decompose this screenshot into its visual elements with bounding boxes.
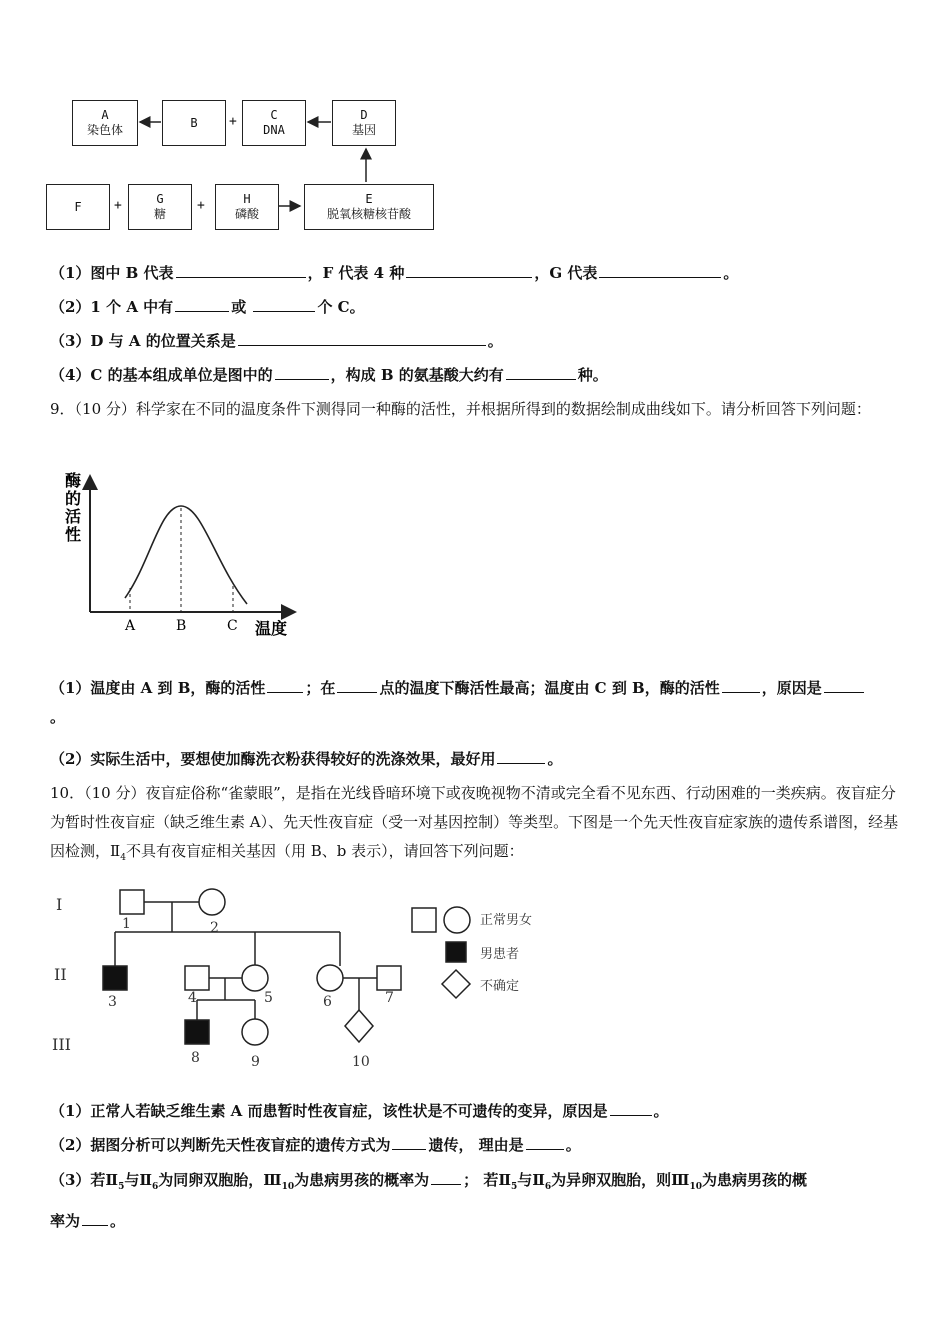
answer-blank[interactable] xyxy=(267,679,303,693)
answer-blank[interactable] xyxy=(599,264,721,278)
diagram-arrows xyxy=(0,0,450,240)
answer-blank[interactable] xyxy=(610,1102,652,1116)
generation-label: II xyxy=(54,965,67,984)
q8-sub3: （3）D 与 A 的位置关系是 。 xyxy=(50,332,503,350)
legend-normal-female-icon xyxy=(444,907,470,933)
answer-blank[interactable] xyxy=(238,332,486,346)
answer-blank[interactable] xyxy=(253,298,315,312)
box-b: B xyxy=(162,100,226,146)
individual-label: 3 xyxy=(108,994,117,1010)
answer-blank[interactable] xyxy=(824,679,864,693)
individual-7 xyxy=(377,966,401,990)
individual-label: 9 xyxy=(251,1054,260,1070)
individual-5 xyxy=(242,965,268,991)
generation-label: III xyxy=(52,1035,71,1054)
individual-6 xyxy=(317,965,343,991)
individual-4 xyxy=(185,966,209,990)
q9-sub2: （2）实际生活中，要想使加酶洗衣粉获得较好的洗涤效果，最好用 。 xyxy=(50,750,563,768)
individual-8 xyxy=(185,1020,209,1044)
plus-sign: + xyxy=(197,198,205,213)
q9-stem: 9．（10 分）科学家在不同的温度条件下测得同一种酶的活性，并根据所得到的数据绘制成曲线如下。请分析回答下列问题： xyxy=(50,400,871,418)
individual-label: 4 xyxy=(188,990,197,1006)
legend-label: 不确定 xyxy=(480,979,520,994)
individual-label: 1 xyxy=(122,916,131,932)
individual-9 xyxy=(242,1019,268,1045)
activity-curve xyxy=(125,506,247,604)
q10-sub3: （3）若$Ⅱ_5$与$Ⅱ_6$为同卵双胞胎，$Ⅲ_{10}$为患病男孩的概率为 ； 若$Ⅱ_5$与$Ⅱ_6$为异卵双胞胎，则$Ⅲ_{10}$为患病男孩的概 率为 。 xyxy=(50,1171,807,1230)
box-f: F xyxy=(46,184,110,230)
y-label-char: 活 xyxy=(65,507,82,526)
plus-sign: + xyxy=(114,198,122,213)
individual-label: 2 xyxy=(210,920,219,936)
box-c: C DNA xyxy=(242,100,306,146)
pedigree-chart xyxy=(40,880,600,1080)
y-label-char: 的 xyxy=(65,489,82,508)
answer-blank[interactable] xyxy=(431,1171,461,1185)
q10-sub2: （2）据图分析可以判断先天性夜盲症的遗传方式为 遗传， 理由是 。 xyxy=(50,1136,581,1154)
individual-2 xyxy=(199,889,225,915)
individual-label: 5 xyxy=(264,990,273,1006)
q8-sub2: （2）1 个 A 中有 或 个 C。 xyxy=(50,298,365,316)
legend-uncertain-icon xyxy=(442,970,470,998)
legend-label: 正常男女 xyxy=(480,913,533,928)
tick-label-c: C xyxy=(227,618,238,634)
generation-label: I xyxy=(56,895,63,914)
q10-sub1: （1）正常人若缺乏维生素 A 而患暂时性夜盲症，该性状是不可遗传的变异，原因是 。 xyxy=(50,1102,669,1120)
individual-3 xyxy=(103,966,127,990)
individual-label: 6 xyxy=(323,994,332,1010)
answer-blank[interactable] xyxy=(275,366,329,380)
y-label-char: 性 xyxy=(65,525,82,544)
answer-blank[interactable] xyxy=(722,679,760,693)
individual-10 xyxy=(345,1010,373,1042)
answer-blank[interactable] xyxy=(337,679,377,693)
legend-normal-male-icon xyxy=(412,908,436,932)
answer-blank[interactable] xyxy=(406,264,532,278)
q9-sub1: （1）温度由 A 到 B，酶的活性 ；在 点的温度下酶活性最高；温度由 C 到 B，酶的活性 ，原因是 。 xyxy=(50,674,905,732)
y-label-char: 酶 xyxy=(65,471,82,490)
individual-label: 10 xyxy=(352,1054,370,1070)
box-e: E 脱氧核糖核苷酸 xyxy=(304,184,434,230)
x-label: 温度 xyxy=(255,619,288,638)
q10-stem: 10．（10 分）夜盲症俗称“雀蒙眼”，是指在光线昏暗环境下或夜晚视物不清或完全看不见东西、行动困难的一类疾病。夜盲症分为暂时性夜盲症（缺乏维生素 A）、先天性夜盲症（受一对基因控制）等类型。下图是一个先天性夜盲症家族的遗传系谱图，经基因检测，$Ⅱ_4$不具有夜盲症相关基因（用 B、b 表示），请回答下列问题： xyxy=(50,784,899,863)
box-h: H 磷酸 xyxy=(215,184,279,230)
answer-blank[interactable] xyxy=(175,298,229,312)
individual-label: 7 xyxy=(385,990,394,1006)
answer-blank[interactable] xyxy=(526,1136,564,1150)
q8-sub1: （1）图中 B 代表 ，F 代表 4 种 ，G 代表 。 xyxy=(50,264,739,282)
individual-1 xyxy=(120,890,144,914)
box-g: G 糖 xyxy=(128,184,192,230)
answer-blank[interactable] xyxy=(82,1212,108,1226)
legend-label: 男患者 xyxy=(480,947,520,962)
answer-blank[interactable] xyxy=(497,750,545,764)
enzyme-activity-chart xyxy=(55,468,315,643)
answer-blank[interactable] xyxy=(506,366,576,380)
box-d: D 基因 xyxy=(332,100,396,146)
plus-sign: + xyxy=(229,114,237,129)
legend-affected-male-icon xyxy=(446,942,466,962)
box-a: A 染色体 xyxy=(72,100,138,146)
tick-label-a: A xyxy=(125,618,136,634)
answer-blank[interactable] xyxy=(176,264,306,278)
q8-sub4: （4）C 的基本组成单位是图中的 ，构成 B 的氨基酸大约有 种。 xyxy=(50,366,608,384)
tick-label-b: B xyxy=(176,618,187,634)
individual-label: 8 xyxy=(191,1050,200,1066)
answer-blank[interactable] xyxy=(392,1136,426,1150)
